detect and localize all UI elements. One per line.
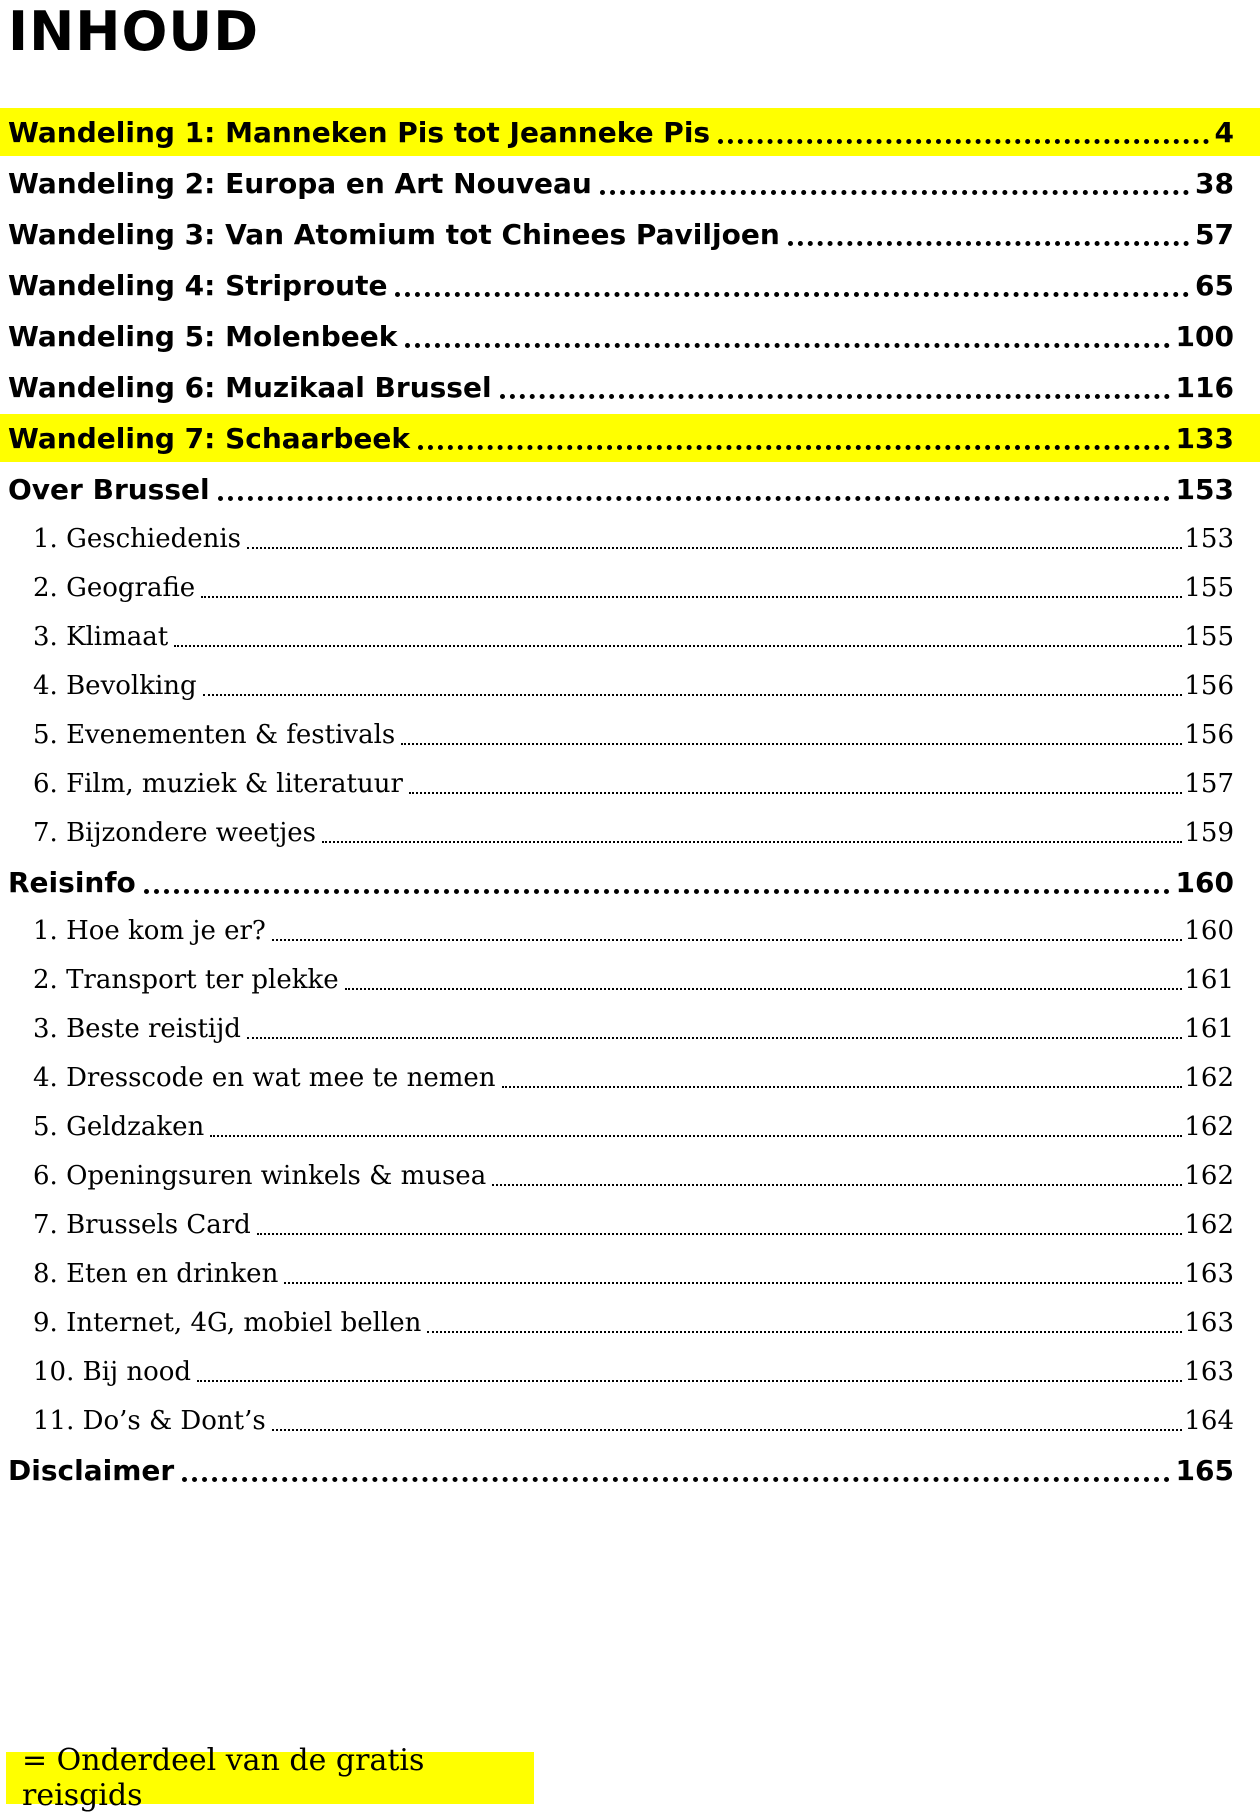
toc-dot-leader: [257, 1233, 1183, 1235]
toc-dot-leader: [144, 889, 1170, 894]
toc-entry-label: Wandeling 5: Molenbeek: [8, 319, 398, 353]
toc-page-number: 162: [1184, 1063, 1234, 1093]
toc-chapter-entry: [0, 414, 1260, 462]
toc-dot-leader: [201, 596, 1182, 598]
toc-entry-label: 10. Bij nood: [33, 1357, 192, 1387]
toc-entry-label: 2. Geografie: [33, 573, 196, 603]
toc-page-number: 100: [1175, 319, 1234, 353]
toc-entry-label: 11. Do’s & Dont’s: [33, 1406, 266, 1436]
toc-section-entry: [0, 1352, 1260, 1392]
toc-page-number: 156: [1184, 671, 1234, 701]
toc-page-number: 160: [1184, 916, 1234, 946]
toc-entry-label: 5. Geldzaken: [33, 1112, 205, 1142]
toc-page-number: 165: [1175, 1453, 1234, 1487]
toc-entry-label: 9. Internet, 4G, mobiel bellen: [33, 1308, 422, 1338]
toc-dot-leader: [174, 645, 1182, 647]
toc-dot-leader: [395, 292, 1189, 297]
toc-entry-label: Wandeling 4: Striproute: [8, 268, 388, 302]
toc-dot-leader: [345, 988, 1183, 990]
toc-page-number: 164: [1184, 1406, 1234, 1436]
toc-section-entry: [0, 960, 1260, 1000]
toc-chapter-entry: [0, 261, 1260, 309]
toc-dot-leader: [182, 1477, 1169, 1482]
toc-entry-label: 1. Hoe kom je er?: [33, 916, 266, 946]
toc-dot-leader: [272, 939, 1183, 941]
toc-page-number: 155: [1184, 622, 1234, 652]
toc-entry-label: 4. Dresscode en wat mee te nemen: [33, 1063, 496, 1093]
toc-entry-label: 1. Geschiedenis: [33, 524, 242, 554]
toc-section-entry: [0, 813, 1260, 853]
toc-section-entry: [0, 1156, 1260, 1196]
legend-free-guide: [6, 1743, 534, 1813]
toc-entry-label: Wandeling 1: Manneken Pis tot Jeanneke Pis: [8, 115, 711, 149]
toc-section-entry: [0, 1107, 1260, 1147]
toc-chapter-entry: [0, 312, 1260, 360]
legend-text: = Onderdeel van de gratis reisgids: [22, 1743, 425, 1813]
toc-entry-label: 6. Film, muziek & literatuur: [33, 769, 403, 799]
toc-dot-leader: [247, 1037, 1182, 1039]
toc-dot-leader: [401, 743, 1182, 745]
toc-dot-leader: [718, 139, 1208, 144]
toc-entry-label: 4. Bevolking: [33, 671, 197, 701]
toc-section-entry: [0, 666, 1260, 706]
toc-entry-label: Reisinfo: [8, 865, 136, 899]
toc-section-entry: [0, 1401, 1260, 1441]
toc-dot-leader: [218, 496, 1170, 501]
toc-section-entry: [0, 764, 1260, 804]
toc-entry-label: Wandeling 7: Schaarbeek: [8, 421, 411, 455]
toc-section-entry: [0, 1009, 1260, 1049]
toc-page-number: 57: [1195, 217, 1234, 251]
toc-page-number: 155: [1184, 573, 1234, 603]
toc-section-entry: [0, 519, 1260, 559]
toc-page-number: 157: [1184, 769, 1234, 799]
toc-entry-label: Wandeling 3: Van Atomium tot Chinees Paviljoen: [8, 217, 780, 251]
toc-page-number: 161: [1184, 1014, 1234, 1044]
toc-dot-leader: [492, 1184, 1182, 1186]
toc-page-number: 38: [1195, 166, 1234, 200]
toc-entry-label: 5. Evenementen & festivals: [33, 720, 396, 750]
toc-dot-leader: [322, 841, 1182, 843]
toc-section-entry: [0, 1303, 1260, 1343]
toc-page-number: 162: [1184, 1210, 1234, 1240]
toc-chapter-entry: [0, 858, 1260, 906]
toc-section-entry: [0, 568, 1260, 608]
toc-entry-label: Wandeling 6: Muzikaal Brussel: [8, 370, 492, 404]
toc-page-number: 163: [1184, 1259, 1234, 1289]
toc-dot-leader: [600, 190, 1189, 195]
toc-page-number: 163: [1184, 1357, 1234, 1387]
toc-dot-leader: [427, 1331, 1182, 1333]
toc-page-number: 159: [1184, 818, 1234, 848]
toc-entry-label: 3. Beste reistijd: [33, 1014, 241, 1044]
toc-dot-leader: [197, 1380, 1182, 1382]
toc-dot-leader: [247, 547, 1182, 549]
toc-chapter-entry: [0, 159, 1260, 207]
toc-page-number: 162: [1184, 1112, 1234, 1142]
toc-dot-leader: [272, 1429, 1183, 1431]
toc-page-number: 116: [1175, 370, 1234, 404]
toc-section-entry: [0, 1058, 1260, 1098]
toc-page-number: 162: [1184, 1161, 1234, 1191]
toc-page-number: 153: [1175, 472, 1234, 506]
toc-dot-leader: [788, 241, 1189, 246]
toc-section-entry: [0, 1254, 1260, 1294]
toc-entry-label: Over Brussel: [8, 472, 210, 506]
toc-section-entry: [0, 1205, 1260, 1245]
toc-dot-leader: [210, 1135, 1182, 1137]
toc-page-number: 161: [1184, 965, 1234, 995]
toc-entry-label: 2. Transport ter plekke: [33, 965, 339, 995]
toc-chapter-entry: [0, 363, 1260, 411]
toc-dot-leader: [418, 445, 1170, 450]
toc-section-entry: [0, 617, 1260, 657]
toc-dot-leader: [203, 694, 1183, 696]
toc-page-number: 163: [1184, 1308, 1234, 1338]
toc-chapter-entry: [0, 108, 1260, 156]
toc-dot-leader: [284, 1282, 1182, 1284]
toc-chapter-entry: [0, 1446, 1260, 1494]
toc-dot-leader: [409, 792, 1182, 794]
toc-page-number: 156: [1184, 720, 1234, 750]
toc-dot-leader: [500, 394, 1170, 399]
toc-section-entry: [0, 911, 1260, 951]
toc-entry-label: Disclaimer: [8, 1453, 175, 1487]
toc-page-number: 153: [1184, 524, 1234, 554]
toc-chapter-entry: [0, 465, 1260, 513]
toc-entry-label: 6. Openingsuren winkels & musea: [33, 1161, 487, 1191]
toc-page-number: 160: [1175, 865, 1234, 899]
toc-dot-leader: [405, 343, 1169, 348]
toc-page-number: 4: [1214, 115, 1234, 149]
toc-entry-label: 7. Bijzondere weetjes: [33, 818, 317, 848]
toc-dot-leader: [502, 1086, 1183, 1088]
toc-entry-label: 7. Brussels Card: [33, 1210, 251, 1240]
toc-entry-label: 3. Klimaat: [33, 622, 169, 652]
toc-page-number: 133: [1175, 421, 1234, 455]
toc-entry-label: Wandeling 2: Europa en Art Nouveau: [8, 166, 592, 200]
toc-section-entry: [0, 715, 1260, 755]
toc-chapter-entry: [0, 210, 1260, 258]
page-title: INHOUD: [8, 0, 260, 63]
toc-entry-label: 8. Eten en drinken: [33, 1259, 279, 1289]
toc-page-number: 65: [1195, 268, 1234, 302]
